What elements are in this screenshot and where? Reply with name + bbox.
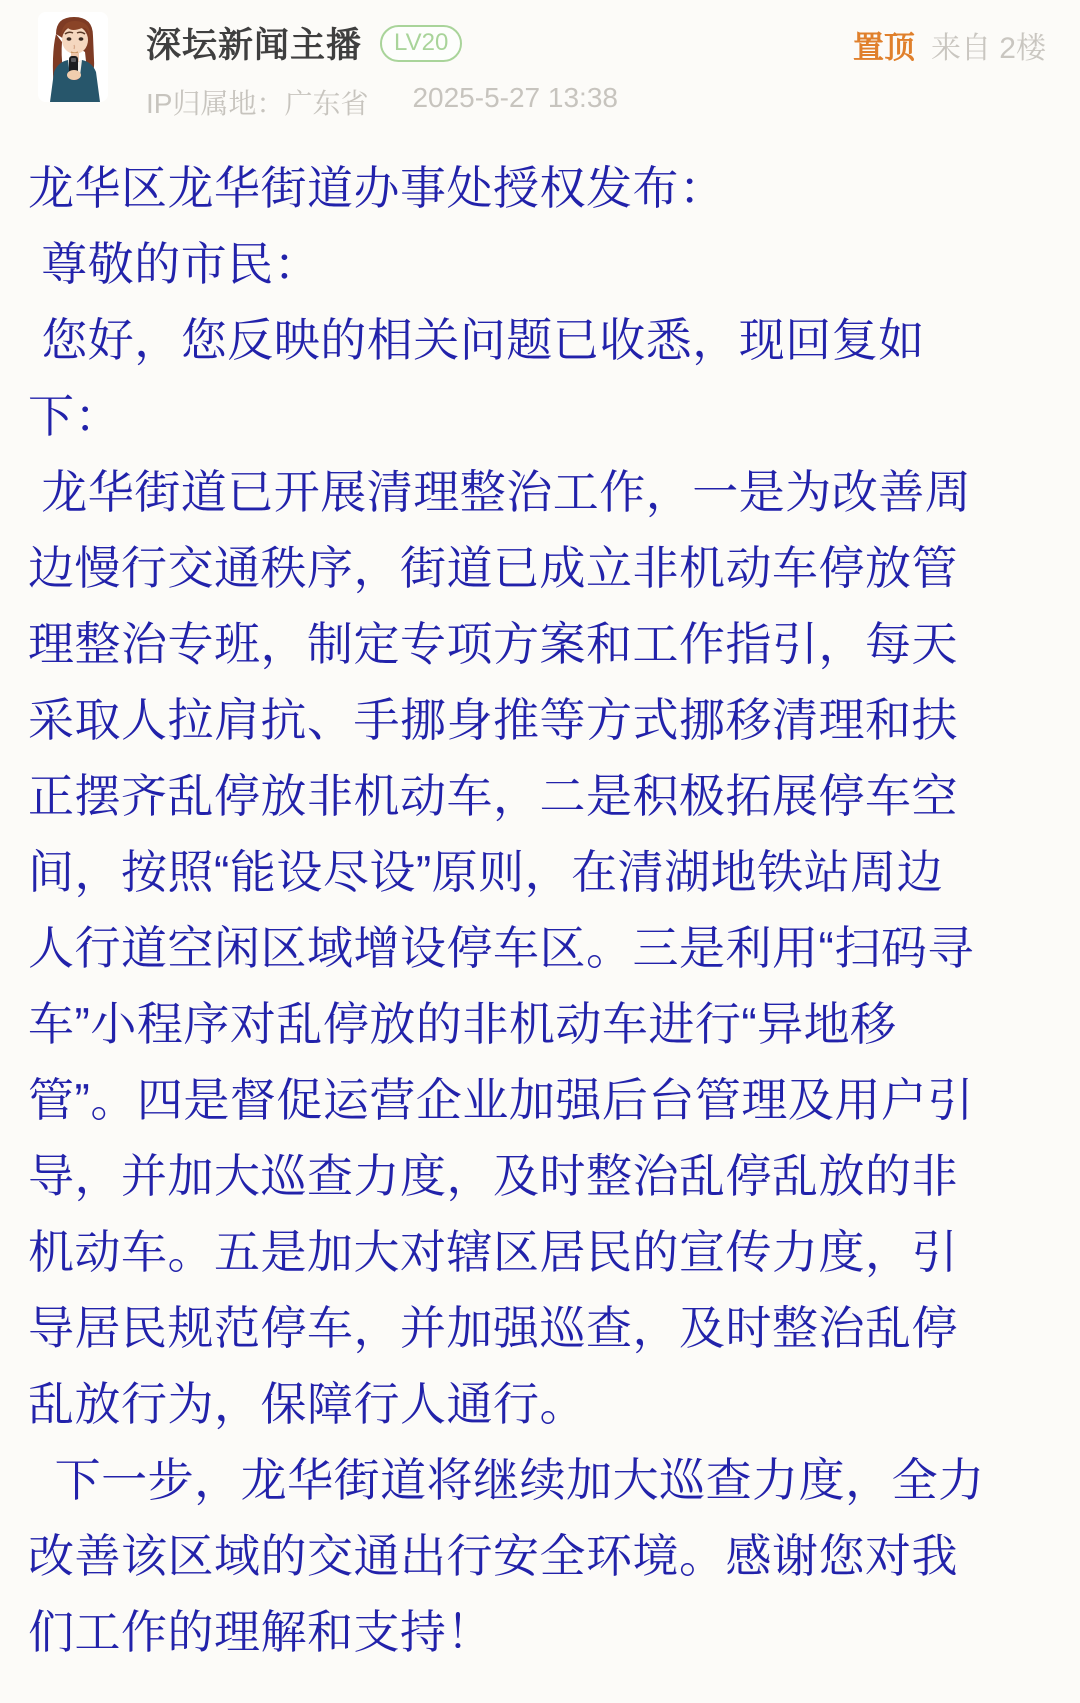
post-text-line: 您好，您反映的相关问题已收悉，现回复如 <box>28 314 925 366</box>
post-content <box>0 122 1080 1670</box>
user-info-block <box>146 12 853 122</box>
pinned-badge: 置顶 <box>852 30 915 65</box>
user-meta-row <box>146 82 853 122</box>
avatar[interactable] <box>38 12 108 102</box>
post-text-line: 间，按照“能设尽设”原则，在清湖地铁站周边 <box>28 846 944 898</box>
timestamp: 2025-5-27 13:38 <box>412 82 618 113</box>
post-text-line: 正摆齐乱停放非机动车，二是积极拓展停车空 <box>28 770 958 822</box>
post-text-line: 人行道空闲区域增设停车区。三是利用“扫码寻 <box>28 922 974 974</box>
post-text-line: 边慢行交通秩序，街道已成立非机动车停放管 <box>28 542 958 594</box>
ip-location: IP归属地：广东省 <box>146 88 369 119</box>
post-text-line: 龙华区龙华街道办事处授权发布： <box>28 162 726 214</box>
post-text-line: 下一步，龙华街道将继续加大巡查力度，全力 <box>28 1454 985 1506</box>
post-text-line: 们工作的理解和支持！ <box>28 1606 493 1658</box>
post-header <box>0 0 1080 122</box>
level-badge: LV20 <box>380 25 462 62</box>
post-text-line: 车”小程序对乱停放的非机动车进行“异地移 <box>28 998 897 1050</box>
username[interactable]: 深坛新闻主播 <box>146 26 363 65</box>
post-text-line: 导居民规范停车，并加强巡查，及时整治乱停 <box>28 1302 958 1354</box>
post-text-line: 龙华街道已开展清理整治工作，一是为改善周 <box>28 466 972 518</box>
news-anchor-avatar-icon <box>38 12 108 102</box>
floor-label: 来自 2楼 <box>930 32 1046 65</box>
post-text-line: 导，并加大巡查力度，及时整治乱停乱放的非 <box>28 1150 958 1202</box>
post-text-line: 理整治专班，制定专项方案和工作指引，每天 <box>28 618 958 670</box>
post-text-line: 下： <box>28 390 121 442</box>
post-text-line: 采取人拉肩抗、手挪身推等方式挪移清理和扶 <box>28 694 958 746</box>
post-text-line: 机动车。五是加大对辖区居民的宣传力度，引 <box>28 1226 958 1278</box>
post-meta <box>853 22 1046 67</box>
post-text-line: 尊敬的市民： <box>28 238 321 290</box>
post-text-line: 乱放行为，保障行人通行。 <box>28 1378 586 1430</box>
post-text-line: 改善该区域的交通出行安全环境。感谢您对我 <box>28 1530 958 1582</box>
user-name-row <box>146 18 853 68</box>
post-text-line: 管”。四是督促运营企业加强后台管理及用户引 <box>28 1074 974 1126</box>
